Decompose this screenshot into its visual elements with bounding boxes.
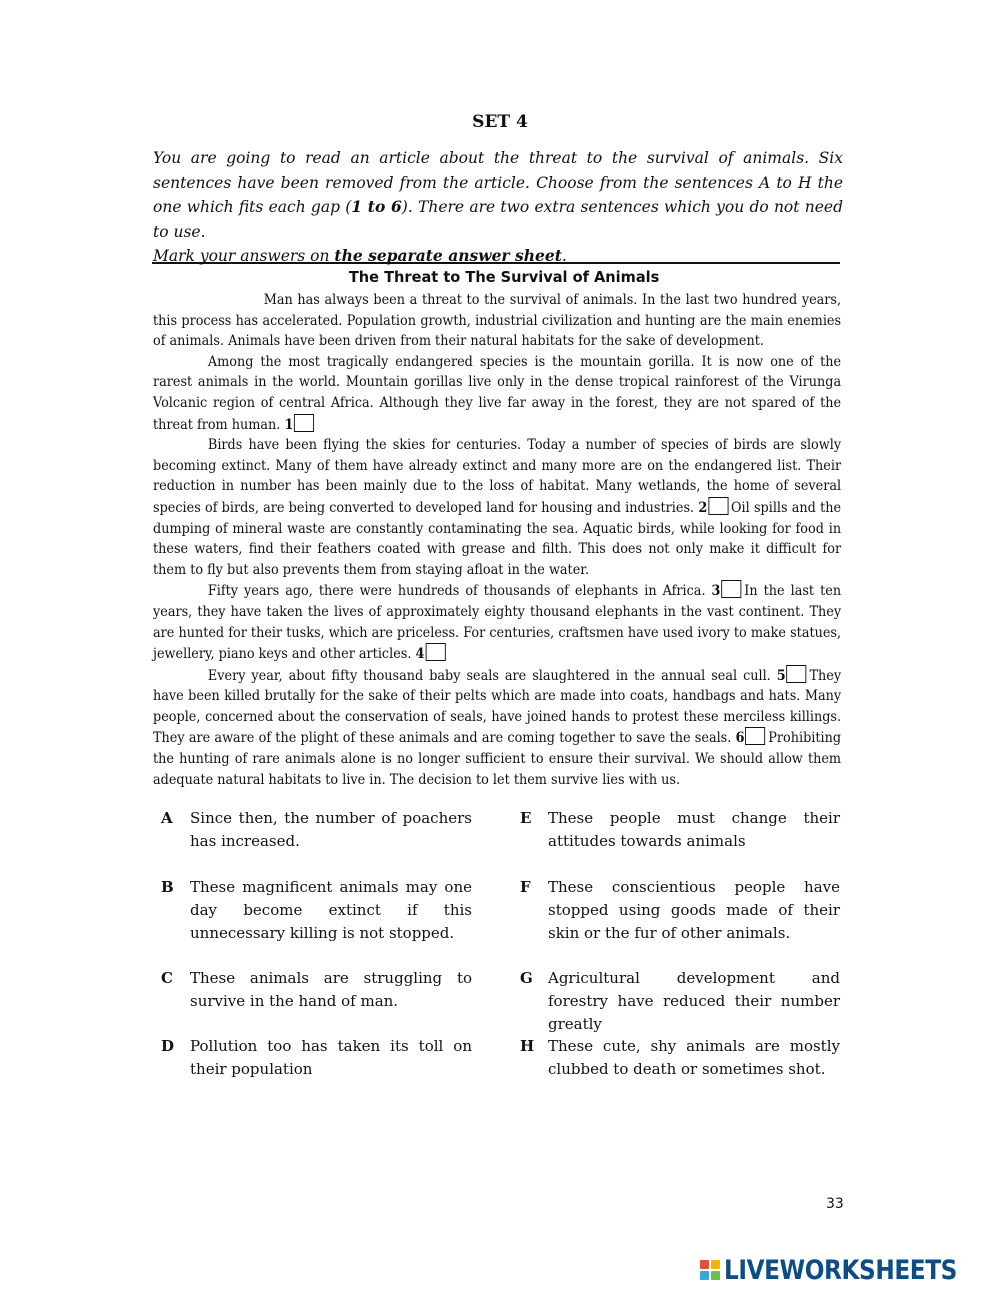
option-letter: D — [161, 1037, 175, 1055]
liveworksheets-logo — [700, 1255, 995, 1285]
gap-4[interactable]: 4 — [416, 646, 449, 662]
option-text: These people must change their attitudes towards animals — [548, 809, 840, 850]
logo-square — [700, 1271, 709, 1280]
answer-sheet-emphasis: the separate answer sheet — [334, 246, 562, 265]
answer-box-3[interactable] — [721, 580, 741, 598]
option-text: These conscientious people have stopped using goods made of their skin or the fur of other animals. — [548, 878, 840, 942]
option-text: Pollution too has taken its toll on their population — [190, 1037, 472, 1078]
option-letter: G — [520, 969, 533, 987]
option-letter: B — [161, 878, 174, 896]
option-letter: A — [161, 809, 173, 827]
option-letter: H — [520, 1037, 535, 1055]
gap-2[interactable]: 2 — [698, 500, 731, 516]
logo-square — [711, 1271, 720, 1280]
option-text: These magnificent animals may one day become extinct if this unnecessary killing is not stopped. — [190, 878, 472, 942]
article-paragraph: Birds have been flying the skies for centuries. Today a number of species of birds are slowly becoming extinct. Many of them have already extinct and many more are on the endangered list. Their reduction in number has been mainly due to the loss of habitat. Many wetlands, the home of several species of birds, are being converted to developed land for housing and industries. 2 Oil spills and the dumping of mineral waste are constantly contaminating the sea. Aquatic birds, while looking for food in these waters, find their feathers coated with grease and filth. This does not only make it difficult for them to fly but also prevents them from staying afloat in the water. — [153, 437, 842, 578]
instructions-text: You are going to read an article about the threat to the survival of animals. Six sentences have been removed from the article. Choose from the sentences A to H the one which fits each gap ( — [153, 149, 843, 216]
option-letter: C — [161, 969, 173, 987]
option-text: Since then, the number of poachers has increased. — [190, 809, 472, 850]
gap-5[interactable]: 5 — [777, 668, 810, 684]
option-text: These cute, shy animals are mostly clubbed to death or sometimes shot. — [548, 1037, 840, 1078]
article-title: The Threat to The Survival of Animals — [348, 268, 660, 286]
instructions-range: 1 to 6 — [351, 197, 402, 216]
gap-6[interactable]: 6 — [736, 730, 769, 746]
set-title: SET 4 — [472, 112, 528, 132]
divider-line — [152, 262, 840, 264]
gap-1[interactable]: 1 — [284, 417, 317, 433]
article-body — [153, 290, 841, 790]
article-paragraph: Every year, about fifty thousand baby seals are slaughtered in the annual seal cull. 5 They have been killed brutally for the sake of their pelts which are made into coats, handbags and hats. Many people, concerned about the conservation of seals, have joined hands to protest these merciless killings. They are aware of the plight of these animals and are coming together to save the seals. 6 Prohibiting the hunting of rare animals alone is no longer sufficient to ensure their survival. We should allow them adequate natural habitats to live in. The decision to let them survive lies with us. — [153, 665, 841, 791]
answer-box-6[interactable] — [745, 727, 765, 745]
instructions: You are going to read an article about the threat to the survival of animals. Six sentences have been removed from the article. Choose from the sentences A to H the one which fits each gap (1 to 6). There are two extra sentences which you do not need to use. Mark your answers on the separate answer sheet. — [153, 149, 843, 265]
answer-box-2[interactable] — [708, 497, 728, 515]
answer-box-1[interactable] — [294, 414, 314, 432]
option-letter: F — [520, 878, 531, 896]
page-number: 33 — [826, 1196, 844, 1212]
option-text: Agricultural development and forestry have reduced their number greatly — [548, 969, 840, 1033]
instructions-text-end: ). There are two extra sentences which you do not need to use. — [153, 198, 843, 241]
logo-text: LIVEWORKSHEETS — [724, 1254, 957, 1286]
logo-square — [711, 1260, 720, 1269]
article-paragraph: Man has always been a threat to the survival of animals. In the last two hundred years, this process has accelerated. Population growth, industrial civilization and hunting are the main enemies of animals. Animals have been driven from their natural habitats for the sake of development. — [153, 292, 842, 350]
mark-answers-text: Mark your answers on — [153, 247, 335, 265]
article-paragraph: Fifty years ago, there were hundreds of thousands of elephants in Africa. 3 In the last ten years, they have taken the lives of approximately eighty thousand elephants in the vast continent. They are hunted for their tusks, which are priceless. For centuries, craftsmen have used ivory to make statues, jewellery, piano keys and other articles. 4 — [153, 580, 841, 664]
logo-square — [700, 1260, 709, 1269]
option-text: These animals are struggling to survive in the hand of man. — [190, 969, 472, 1010]
option-letter: E — [520, 809, 532, 827]
answer-box-5[interactable] — [787, 665, 807, 683]
gap-3[interactable]: 3 — [712, 583, 745, 599]
logo-icon — [700, 1260, 720, 1280]
answer-box-4[interactable] — [425, 643, 445, 661]
article-paragraph: Among the most tragically endangered species is the mountain gorilla. It is now one of the rarest animals in the world. Mountain gorillas live only in the dense tropical rainforest of the Virunga Volcanic region of central Africa. Although they live far away in the forest, they are not spared of the threat from human. 1 — [153, 353, 842, 433]
